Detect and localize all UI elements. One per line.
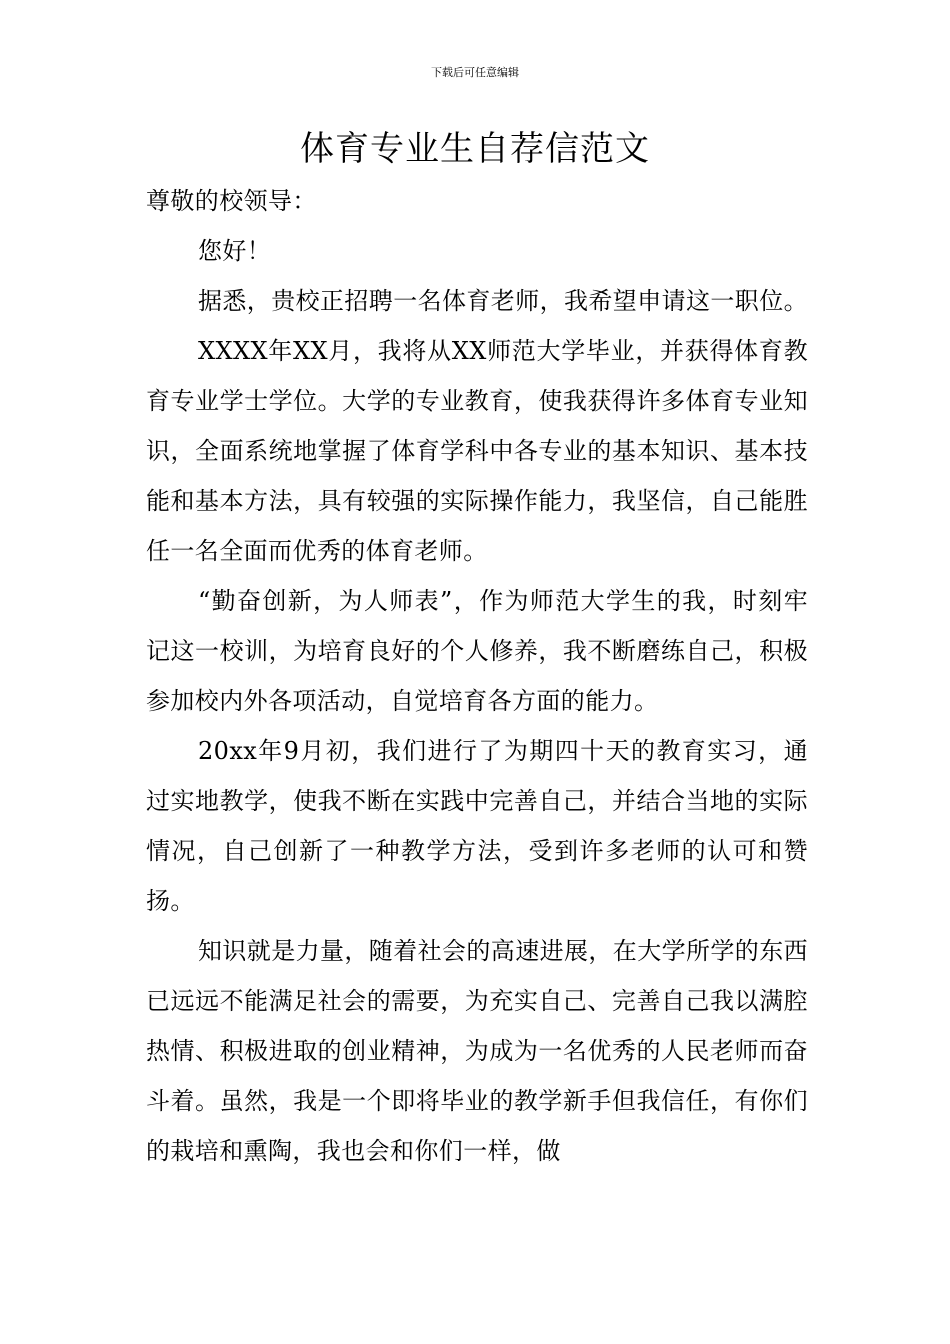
- body-paragraph: 20xx年9月初，我们进行了为期四十天的教育实习，通过实地教学，使我不断在实践中完善自己，并结合当地的实际情况，自己创新了一种教学方法，受到许多老师的认可和赞扬。: [146, 737, 808, 915]
- body-paragraph: 据悉，贵校正招聘一名体育老师，我希望申请这一职位。: [198, 287, 808, 315]
- body-paragraph: XXXX年XX月，我将从XX师范大学毕业，并获得体育教育专业学士学位。大学的专业教育，使我获得许多体育专业知识，全面系统地掌握了体育学科中各专业的基本知识、基本技能和基本方法，具有较强的实际操作能力，我坚信，自己能胜任一名全面而优秀的体育老师。: [146, 337, 808, 565]
- document-title: 体育专业生自荐信范文: [300, 129, 650, 169]
- salutation: 尊敬的校领导：: [146, 187, 317, 215]
- body-paragraph: 知识就是力量，随着社会的高速进展，在大学所学的东西已远远不能满足社会的需要，为充实自己、完善自己我以满腔热情、积极进取的创业精神，为成为一名优秀的人民老师而奋斗着。虽然，我是一个即将毕业的教学新手但我信任，有你们的栽培和熏陶，我也会和你们一样，做: [146, 937, 808, 1165]
- greeting-paragraph: 您好！: [198, 237, 272, 265]
- body-paragraph: “勤奋创新，为人师表”，作为师范大学生的我，时刻牢记这一校训，为培育良好的个人修养，我不断磨练自己，积极参加校内外各项活动，自觉培育各方面的能力。: [146, 587, 808, 715]
- letter-body: [146, 176, 808, 1176]
- header-note: 下载后可任意编辑: [431, 66, 519, 79]
